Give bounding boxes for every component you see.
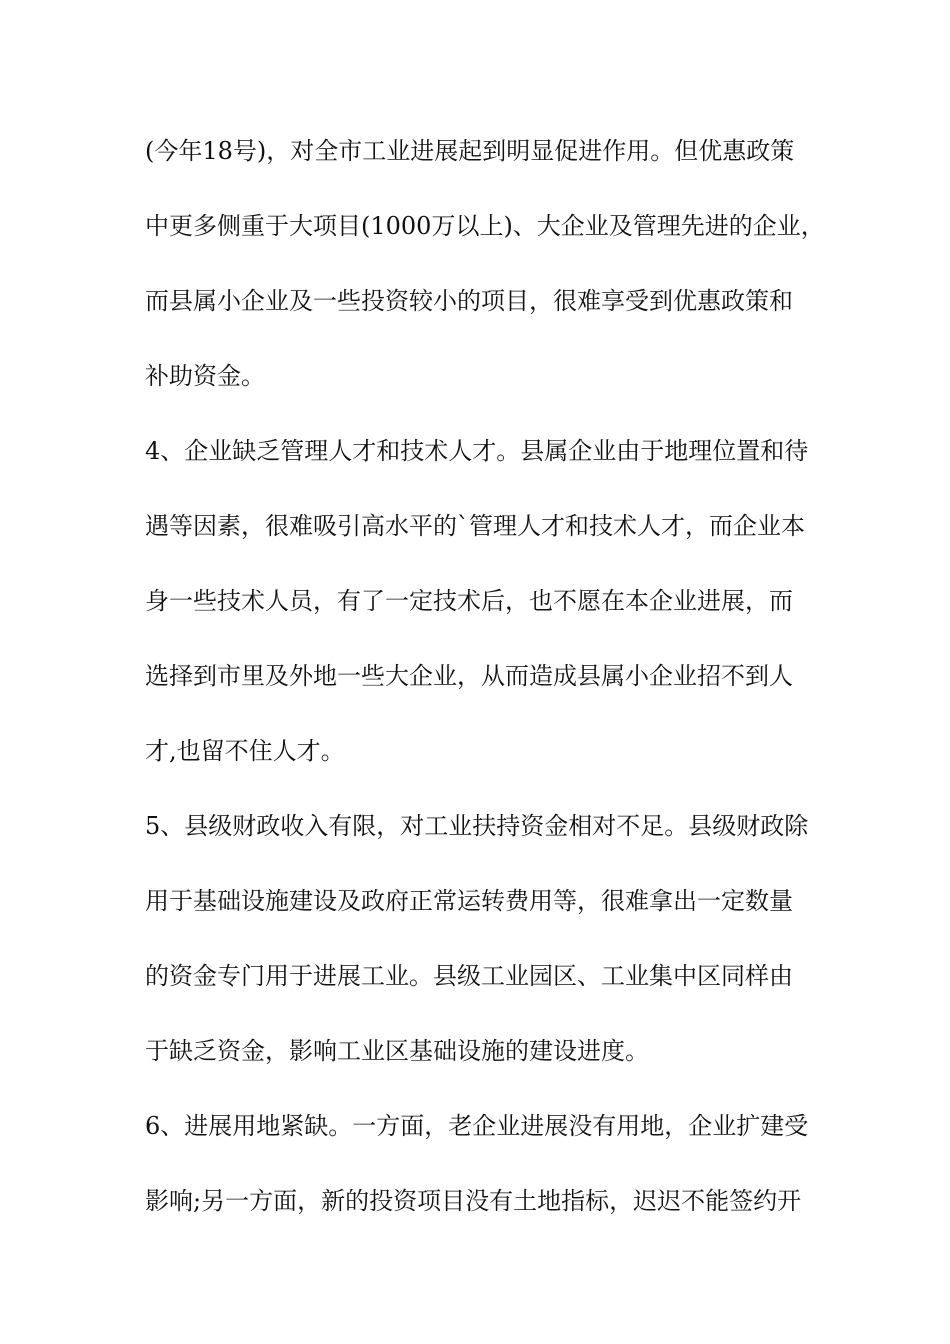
text-line: 于缺乏资金，影响工业区基础设施的建设进度。 — [145, 1037, 649, 1065]
text-line: 影响;另一方面，新的投资项目没有土地指标，迟迟不能签约开 — [145, 1187, 802, 1215]
text-line: 用于基础设施建设及政府正常运转费用等，很难拿出一定数量 — [145, 887, 793, 915]
text-line: 而县属小企业及一些投资较小的项目，很难享受到优惠政策和 — [145, 287, 793, 315]
text-line: 补助资金。 — [145, 362, 265, 390]
text-line: 4、企业缺乏管理人才和技术人才。县属企业由于地理位置和待 — [145, 437, 809, 465]
text-line: 6、进展用地紧缺。一方面，老企业进展没有用地，企业扩建受 — [145, 1112, 809, 1140]
text-line: 5、县级财政收入有限，对工业扶持资金相对不足。县级财政除 — [145, 812, 809, 840]
text-line: 的资金专门用于进展工业。县级工业园区、工业集中区同样由 — [145, 962, 793, 990]
text-line: 身一些技术人员，有了一定技术后，也不愿在本企业进展，而 — [145, 587, 793, 615]
text-line: 遇等因素，很难吸引高水平的`管理人才和技术人才，而企业本 — [145, 512, 805, 540]
text-line: 中更多侧重于大项目(1000万以上)、大企业及管理先进的企业， — [145, 212, 825, 240]
text-line: (今年18号)，对全市工业进展起到明显促进作用。但优惠政策 — [145, 137, 795, 165]
text-line: 选择到市里及外地一些大企业，从而造成县属小企业招不到人 — [145, 662, 793, 690]
text-line: 才,也留不住人才。 — [145, 737, 345, 765]
